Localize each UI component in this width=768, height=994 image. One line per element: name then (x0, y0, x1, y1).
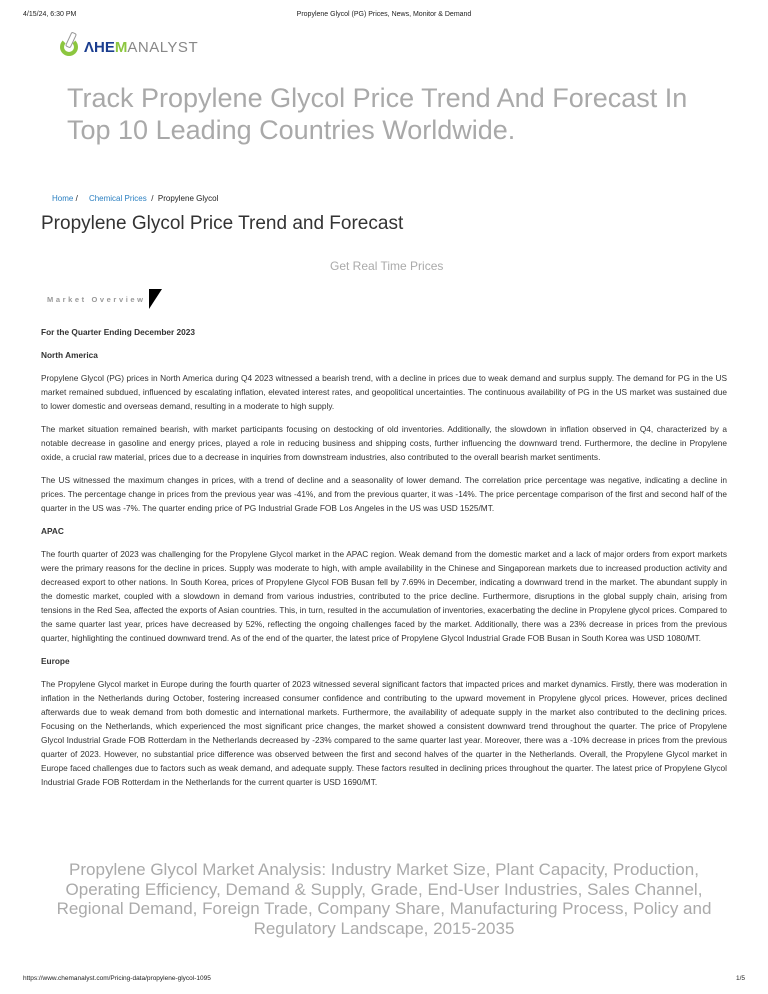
paragraph: Propylene Glycol (PG) prices in North America during Q4 2023 witnessed a bearish trend, with a decline in prices due to weak demand and surplus supply. The demand for PG in the US market remained subdued, influenced by escalating inflation, elevated interest rates, and geopolitical uncertainties. The continuous availability of PG in the US market was sustained due to lower domestic and overseas demand, resulting in a moderate to high supply. (41, 373, 727, 411)
breadcrumb-separator: / (151, 194, 154, 203)
paragraph: The Propylene Glycol market in Europe during the fourth quarter of 2023 witnessed several significant factors that impacted prices and market dynamics. Firstly, there was moderation in inflation in the Netherlands during October, fostering increased consumer confidence and contributing to the upward movement in Propylene glycol prices. However, prices declined afterwards due to weak demand from both domestic and international markets. Furthermore, the availability of adequate supply in the market also contributed to the declining prices. Focusing on the Netherlands, which experienced the most significant price changes, the market showed a consistent downward trend throughout the quarter. The price of Propylene Glycol Industrial Grade FOB Rotterdam in the Netherlands decreased by -23% compared to the same quarter last year. Moreover, there was a -10% decrease in prices from the previous quarter of 2023. However, no substantial price difference was observed between the first and second halves of the quarter in the Netherlands. Overall, the Propylene Glycol market in Europe faced challenges due to factors such as weak demand, and adequate supply. These factors resulted in declining prices throughout the quarter. The latest price of Propylene Glycol Industrial Grade FOB Rotterdam in the Netherlands for the current quarter is USD 1690/MT. (41, 679, 727, 787)
market-analysis-heading: Propylene Glycol Market Analysis: Industry Market Size, Plant Capacity, Production, Operating Efficiency, Demand & Supply, Grade, End-User Industries, Sales Channel, Regional Demand, Foreign Trade, Company Share, Manufacturing Process, Policy and Regulatory Landscape, 2015-2035 (56, 860, 712, 938)
print-datetime: 4/15/24, 6:30 PM (23, 11, 77, 18)
paragraph: The fourth quarter of 2023 was challenging for the Propylene Glycol market in the APAC region. Weak demand from the domestic market and a lack of major orders from export markets were the primary reasons for the decline in prices. Supply was moderate to high, with ample availability in the Chinese and Singaporean markets due to increased production activity and decreased export to other nations. In South Korea, prices of Propylene Glycol FOB Busan fell by 7.69% in December, indicating a downward trend in the market. The abundant supply in the domestic market, coupled with a slowdown in demand from various industries, contributed to the price decline. Furthermore, disruptions in the global supply chain, arising from tensions in the Red Sea, affected the exports of Asian countries. This, in turn, resulted in the accumulation of inventories, exacerbating the decline in Propylene glycol prices. Compared to the same quarter last year, prices have decreased by 52%, reflecting the ongoing challenges faced by the market. Additionally, there was a 23% decrease in prices from the previous quarter, highlighting the continued downward trend. As of the end of the quarter, the latest price of Propylene Glycol Industrial Grade FOB Busan in South Korea was USD 1080/MT. (41, 549, 727, 643)
footer-page-number: 1/5 (735, 975, 745, 982)
footer-url: https://www.chemanalyst.com/Pricing-data/propylene-glycol-1095 (23, 975, 211, 982)
breadcrumb-separator: / (75, 194, 78, 203)
market-overview-tab[interactable]: Market Overview (47, 295, 146, 304)
market-overview-content (41, 325, 727, 798)
page-heading: Propylene Glycol Price Trend and Forecast (41, 213, 404, 234)
banner-title: Track Propylene Glycol Price Trend And Forecast In Top 10 Leading Countries Worldwide. (67, 83, 688, 145)
print-page-title: Propylene Glycol (PG) Prices, News, Monitor & Demand (296, 11, 472, 18)
tab-corner-icon (149, 289, 162, 309)
breadcrumb-current: Propylene Glycol (157, 194, 219, 203)
chemanalyst-logo[interactable]: ΛHEM ANALYST (60, 30, 198, 56)
north-america-heading: North America (41, 350, 98, 360)
breadcrumb (52, 194, 218, 203)
quarter-heading: For the Quarter Ending December 2023 (41, 327, 195, 337)
breadcrumb-home[interactable]: Home (52, 194, 74, 203)
europe-heading: Europe (41, 656, 70, 666)
apac-heading: APAC (41, 526, 64, 536)
flask-logo-icon (60, 32, 84, 56)
breadcrumb-chemical-prices[interactable]: Chemical Prices (88, 194, 147, 203)
paragraph: The US witnessed the maximum changes in prices, with a trend of decline and a seasonality of lower demand. The correlation price percentage was negative, indicating a decline in prices. The percentage change in prices from the previous year was -41%, and from the previous quarter, it was -14%. The price percentage comparison of the first and second half of the quarter in the US was -7%. The quarter ending price of PG Industrial Grade FOB Los Angeles in the US was USD 1525/MT. (41, 475, 727, 513)
paragraph: The market situation remained bearish, with market participants focusing on destocking of old inventories. Additionally, the slowdown in inflation observed in Q4, characterized by a notable decrease in gasoline and energy prices, played a role in reducing business and shipping costs, further influencing the downward trend. Furthermore, the decline in Propylene oxide, a crucial raw material, prices due to a decrease in inquiries from downstream industries, also contributed to the overall bearish market sentiments. (41, 424, 727, 462)
get-real-time-prices-link[interactable]: Get Real Time Prices (330, 259, 444, 273)
